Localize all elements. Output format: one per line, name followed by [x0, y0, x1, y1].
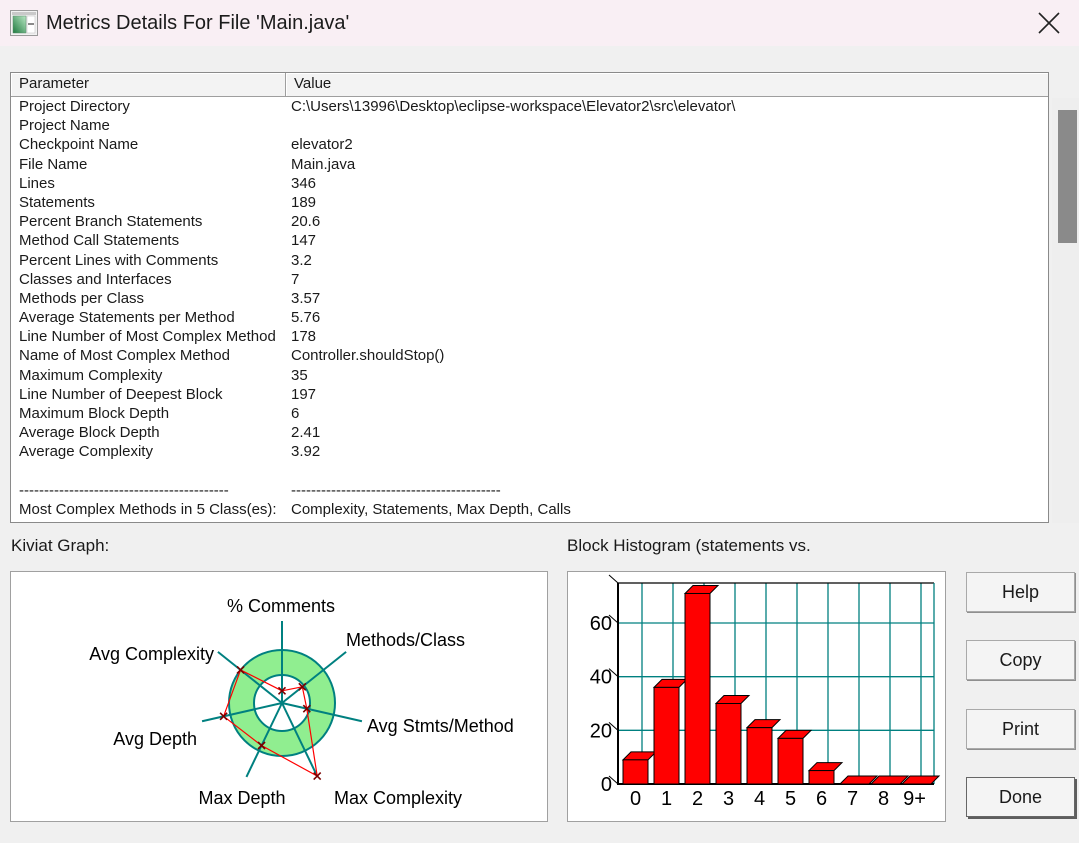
parameter-cell: Percent Branch Statements [19, 213, 203, 231]
table-row [11, 135, 1048, 154]
parameter-cell: Average Block Depth [19, 424, 160, 442]
value-cell: ------------------------------------------ [291, 481, 501, 499]
parameter-cell: Average Statements per Method [19, 309, 235, 327]
done-button[interactable]: Done [966, 777, 1075, 817]
kiviat-axis-label: Max Depth [198, 788, 286, 808]
table-row [11, 289, 1048, 308]
parameter-cell: Checkpoint Name [19, 136, 139, 154]
value-cell: 20.6 [291, 213, 321, 231]
svg-text:40: 40 [589, 666, 612, 689]
svg-text:0: 0 [600, 774, 612, 796]
table-row [11, 462, 1048, 481]
kiviat-graph-panel [10, 571, 548, 822]
parameter-cell: Project Directory [19, 98, 130, 115]
table-row [11, 231, 1048, 250]
value-cell: C:\Users\13996\Desktop\eclipse-workspace\Elevator2\src\elevator\ [291, 98, 736, 115]
table-row [11, 97, 1048, 116]
help-button[interactable]: Help [966, 572, 1075, 612]
svg-text:3: 3 [722, 788, 735, 810]
table-row [11, 385, 1048, 404]
value-cell [286, 116, 1048, 135]
value-cell: 7 [291, 270, 300, 288]
svg-text:1: 1 [660, 788, 673, 810]
table-row [11, 442, 1048, 461]
parameter-cell: File Name [19, 155, 88, 173]
value-cell: 2.41 [291, 424, 321, 442]
svg-text:7: 7 [846, 788, 859, 810]
parameter-cell: Methods per Class [19, 289, 145, 307]
table-row [11, 193, 1048, 212]
parameter-cell: Method Call Statements [19, 232, 180, 250]
list-body [11, 97, 1048, 519]
value-cell [286, 462, 1048, 481]
parameter-cell: Name of Most Complex Method [19, 347, 230, 365]
value-cell: 147 [291, 232, 317, 250]
kiviat-axis-label: Avg Depth [113, 729, 197, 749]
svg-text:60: 60 [589, 613, 612, 635]
value-cell: 346 [291, 174, 317, 192]
table-row [11, 346, 1048, 365]
close-button[interactable] [1023, 0, 1075, 46]
table-row [11, 481, 1048, 500]
svg-text:4: 4 [753, 788, 766, 810]
svg-text:0: 0 [629, 788, 642, 810]
table-row [11, 308, 1048, 327]
parameter-cell: Most Complex Methods in 5 Class(es): [19, 500, 277, 518]
value-cell: 178 [291, 328, 317, 346]
table-row [11, 366, 1048, 385]
app-icon [10, 10, 38, 36]
value-cell: 3.57 [291, 289, 321, 307]
parameter-cell: ------------------------------------------ [19, 481, 229, 499]
kiviat-axis-label: Max Complexity [333, 788, 463, 808]
value-cell: 5.76 [291, 309, 321, 327]
close-icon [1038, 12, 1060, 34]
kiviat-axis-label: Methods/Class [346, 630, 466, 650]
list-header [11, 73, 1048, 97]
window-title: Metrics Details For File 'Main.java' [46, 11, 350, 34]
kiviat-graph-label: Kiviat Graph: [11, 536, 110, 555]
block-histogram-label: Block Histogram (statements vs. [567, 536, 811, 555]
value-cell: elevator2 [291, 136, 353, 154]
block-histogram-chart [568, 572, 945, 821]
parameter-cell: Project Name [19, 117, 110, 135]
svg-text:5: 5 [784, 788, 797, 810]
scrollbar-track[interactable] [1052, 98, 1079, 523]
svg-text:8: 8 [877, 788, 890, 810]
value-cell: 6 [291, 405, 300, 422]
value-cell: 189 [291, 193, 317, 211]
parameter-cell: Line Number of Deepest Block [19, 385, 223, 403]
table-row [11, 251, 1048, 270]
block-histogram-panel [567, 571, 946, 822]
title-bar [0, 0, 1079, 46]
table-row [11, 500, 1048, 519]
parameter-cell: Line Number of Most Complex Method [19, 328, 276, 346]
kiviat-axis-label: % Comments [226, 596, 336, 616]
value-cell: Complexity, Statements, Max Depth, Calls [291, 500, 571, 518]
print-button[interactable]: Print [966, 709, 1075, 749]
svg-text:2: 2 [691, 788, 704, 810]
value-cell: Main.java [291, 155, 356, 173]
table-row [11, 404, 1048, 423]
parameter-cell: Average Complexity [19, 443, 153, 461]
metrics-list [10, 72, 1049, 523]
value-cell: 3.92 [291, 443, 321, 461]
svg-text:20: 20 [589, 720, 612, 743]
column-header-parameter[interactable]: Parameter [11, 73, 286, 96]
value-cell: 3.2 [291, 251, 312, 269]
column-header-value[interactable]: Value [286, 73, 1048, 96]
table-row [11, 212, 1048, 231]
svg-text:6: 6 [815, 788, 828, 810]
parameter-cell: Statements [19, 193, 95, 211]
kiviat-axis-label: Avg Complexity [89, 644, 214, 664]
value-cell: 197 [291, 385, 317, 403]
parameter-cell: Percent Lines with Comments [19, 251, 219, 269]
table-row [11, 423, 1048, 442]
table-row [11, 327, 1048, 346]
parameter-cell: Classes and Interfaces [19, 270, 172, 288]
svg-text:9+: 9+ [903, 788, 926, 810]
value-cell: 35 [291, 366, 308, 384]
parameter-cell: Maximum Complexity [19, 366, 163, 384]
parameter-cell: Lines [19, 174, 55, 192]
table-row [11, 270, 1048, 289]
copy-button[interactable]: Copy [966, 640, 1075, 680]
parameter-cell: Maximum Block Depth [19, 405, 170, 422]
kiviat-chart [11, 572, 547, 821]
value-cell: Controller.shouldStop() [291, 347, 445, 365]
parameter-cell [11, 462, 286, 481]
table-row [11, 155, 1048, 174]
kiviat-axis-label: Avg Stmts/Method [367, 716, 514, 736]
table-row [11, 116, 1048, 135]
scrollbar-thumb[interactable] [1058, 110, 1077, 243]
table-row [11, 174, 1048, 193]
